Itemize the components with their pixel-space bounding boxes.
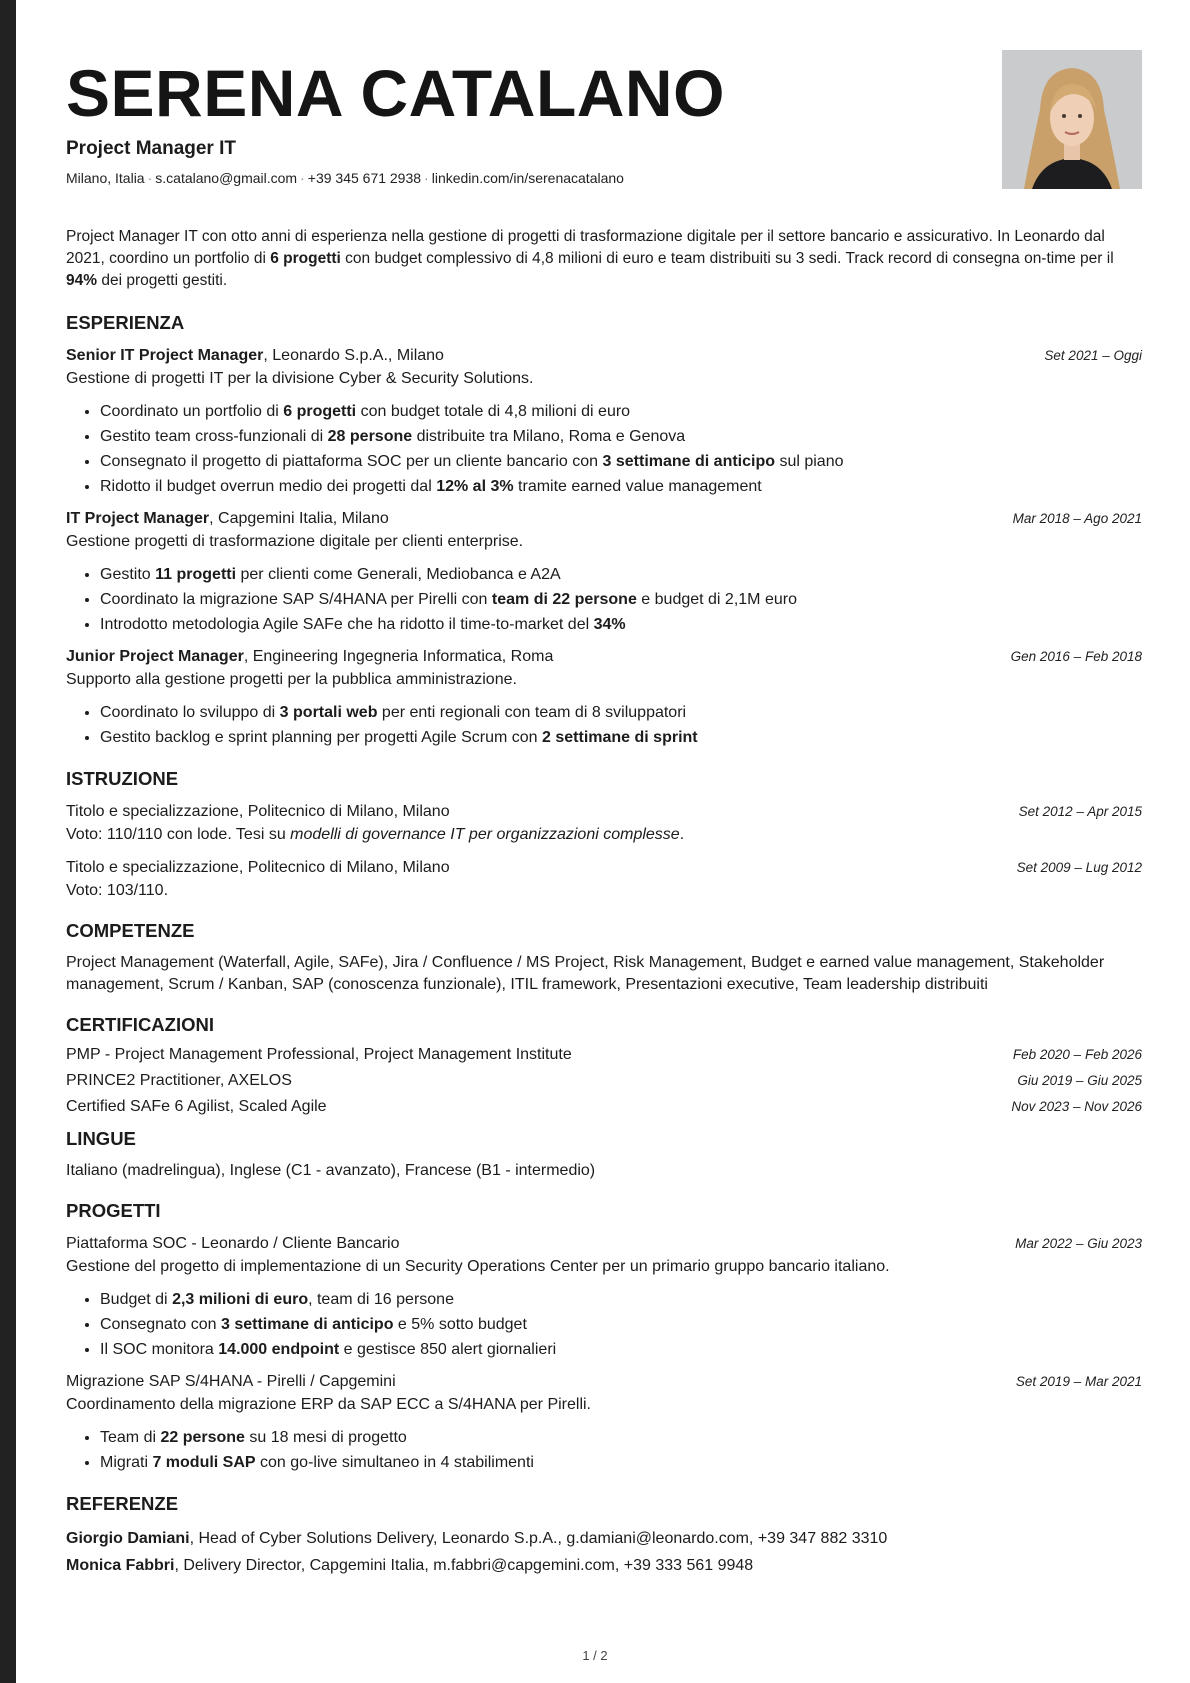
job-description: Gestione progetti di trasformazione digitale per clienti enterprise. — [66, 533, 524, 550]
job-title-line — [66, 645, 553, 668]
list-item: • Budget di 2,3 milioni di euro, team di 16 persone — [100, 1287, 1142, 1312]
project-date: Set 2019 – Mar 2021 — [1015, 1374, 1142, 1389]
candidate-name: SERENA CATALANO — [66, 56, 725, 130]
job-org: , Engineering Ingegneria Informatica, Roma — [243, 648, 554, 665]
list-item: • Migrati 7 moduli SAP con go-live simultaneo in 4 stabilimenti — [100, 1450, 1142, 1475]
list-item: • Ridotto il budget overrun medio dei progetti dal 12% al 3% tramite earned value management — [100, 474, 1142, 499]
project-description: Coordinamento della migrazione ERP da SAP ECC a S/4HANA per Pirelli. — [66, 1396, 591, 1413]
certification-date: Feb 2020 – Feb 2026 — [1012, 1047, 1142, 1062]
project-bullets — [66, 1287, 1142, 1362]
list-item: • Coordinato un portfolio di 6 progetti con budget totale di 4,8 milioni di euro — [100, 399, 1142, 424]
job-description: Gestione di progetti IT per la divisione Cyber & Security Solutions. — [66, 370, 534, 387]
section-title-experience: ESPERIENZA — [66, 312, 185, 333]
languages-text: Italiano (madrelingua), Inglese (C1 - avanzato), Francese (B1 - intermedio) — [66, 1162, 596, 1179]
education-date: Set 2009 – Lug 2012 — [1016, 860, 1142, 875]
job-bullets — [66, 399, 1142, 499]
certification-name: Certified SAFe 6 Agilist, Scaled Agile — [66, 1098, 327, 1115]
project-head: Piattaforma SOC - Leonardo / Cliente Bancario — [66, 1235, 400, 1252]
certification-name: PRINCE2 Practitioner, AXELOS — [66, 1072, 292, 1089]
education-head: Titolo e specializzazione, Politecnico di Milano, Milano — [66, 859, 450, 876]
section-title-references: REFERENZE — [66, 1493, 179, 1514]
certification-row — [66, 1042, 1142, 1068]
contact-email[interactable]: s.catalano@gmail.com — [155, 170, 298, 186]
education-description: Voto: 103/110. — [66, 882, 169, 899]
profile-summary — [66, 226, 1142, 292]
education-description: Voto: 110/110 con lode. Tesi su modelli di governance IT per organizzazioni complesse. — [66, 826, 685, 843]
list-item: • Consegnato con 3 settimane di anticipo e 5% sotto budget — [100, 1312, 1142, 1337]
job-org: , Leonardo S.p.A., Milano — [263, 347, 444, 364]
list-item: • Il SOC monitora 14.000 endpoint e gestisce 850 alert giornalieri — [100, 1337, 1142, 1362]
job-bullets — [66, 700, 1142, 750]
job-description: Supporto alla gestione progetti per la pubblica amministrazione. — [66, 671, 517, 688]
certification-date: Giu 2019 – Giu 2025 — [1017, 1073, 1142, 1088]
experience-entry — [66, 344, 1142, 499]
contact-separator: · — [424, 170, 429, 186]
job-org: , Capgemini Italia, Milano — [209, 510, 389, 527]
page-number: 1 / 2 — [582, 1648, 608, 1663]
project-date: Mar 2022 – Giu 2023 — [1015, 1236, 1142, 1251]
reference-name: Giorgio Damiani — [66, 1530, 190, 1547]
list-item: • Gestito team cross-funzionali di 28 persone distribuite tra Milano, Roma e Genova — [100, 424, 1142, 449]
education-entry — [66, 856, 1142, 902]
contact-separator: · — [147, 170, 153, 186]
contact-location: Milano, Italia — [66, 170, 145, 186]
reference-name: Monica Fabbri — [66, 1557, 175, 1574]
certification-row — [66, 1068, 1142, 1094]
project-bullets — [66, 1425, 1142, 1475]
list-item: • Coordinato lo sviluppo di 3 portali web per enti regionali con team di 8 sviluppatori — [100, 700, 1142, 725]
list-item: • Gestito 11 progetti per clienti come Generali, Mediobanca e A2A — [100, 562, 1142, 587]
list-item: • Gestito backlog e sprint planning per progetti Agile Scrum con 2 settimane di sprint — [100, 725, 1142, 750]
education-date: Set 2012 – Apr 2015 — [1018, 804, 1142, 819]
list-item: • Coordinato la migrazione SAP S/4HANA per Pirelli con team di 22 persone e budget di 2,1M euro — [100, 587, 1142, 612]
contact-phone[interactable]: +39 345 671 2938 — [307, 170, 422, 186]
summary-text: con budget complessivo di 4,8 milioni di euro e team distribuiti su 3 sedi. Track record di consegna on-time per il — [340, 250, 1114, 267]
profile-photo-illustration — [1002, 50, 1142, 189]
candidate-role: Project Manager IT — [66, 138, 236, 159]
contact-line — [66, 170, 1142, 186]
section-title-languages: LINGUE — [66, 1128, 136, 1149]
reference-row — [66, 1525, 1142, 1552]
experience-entry — [66, 507, 1142, 637]
summary-text: Project Manager IT con otto anni di esperienza nella gestione di progetti di trasformazione digitale per il settore bancario e assicurativo. In Leonardo dal 2021, coordino un portfolio di — [66, 228, 1105, 267]
project-head: Migrazione SAP S/4HANA - Pirelli / Capgemini — [66, 1373, 396, 1390]
contact-linkedin[interactable]: linkedin.com/in/serenacatalano — [431, 170, 624, 186]
certification-row — [66, 1094, 1142, 1120]
project-entry — [66, 1370, 1142, 1475]
list-item: • Introdotto metodologia Agile SAFe che ha ridotto il time-to-market del 34% — [100, 612, 1142, 637]
section-title-skills: COMPETENZE — [66, 920, 195, 941]
list-item: • Team di 22 persone su 18 mesi di progetto — [100, 1425, 1142, 1450]
experience-entry — [66, 645, 1142, 750]
contact-separator: · — [300, 170, 305, 186]
list-item: • Consegnato il progetto di piattaforma SOC per un cliente bancario con 3 settimane di anticipo sul piano — [100, 449, 1142, 474]
resume-page — [66, 40, 1142, 1579]
profile-photo — [1002, 50, 1142, 189]
certification-name: PMP - Project Management Professional, Project Management Institute — [66, 1046, 572, 1063]
job-title-line — [66, 344, 444, 367]
project-description: Gestione del progetto di implementazione di un Security Operations Center per un primario gruppo bancario italiano. — [66, 1258, 890, 1275]
education-head: Titolo e specializzazione, Politecnico di Milano, Milano — [66, 803, 450, 820]
section-title-certifications: CERTIFICAZIONI — [66, 1014, 214, 1035]
reference-details: , Head of Cyber Solutions Delivery, Leonardo S.p.A., g.damiani@leonardo.com, +39 347 882 3310 — [189, 1530, 888, 1547]
section-title-education: ISTRUZIONE — [66, 768, 179, 789]
job-role: Senior IT Project Manager — [66, 347, 264, 364]
skills-text: Project Management (Waterfall, Agile, SAFe), Jira / Confluence / MS Project, Risk Management, Budget e earned value management, Stakeholder management, Scrum / Kanban, SAP (conoscenza funzionale), ITIL framework, Presentazioni executive, Team leadership distribuiti — [66, 954, 1105, 993]
education-entry — [66, 800, 1142, 846]
job-role: Junior Project Manager — [66, 648, 244, 665]
summary-highlight: 6 progetti — [270, 250, 341, 267]
project-entry — [66, 1232, 1142, 1362]
summary-highlight: 94% — [66, 272, 98, 289]
left-edge-bar — [0, 0, 16, 1683]
summary-text: dei progetti gestiti. — [97, 272, 228, 289]
reference-row — [66, 1552, 1142, 1579]
job-date: Gen 2016 – Feb 2018 — [1010, 649, 1142, 664]
section-title-projects: PROGETTI — [66, 1200, 161, 1221]
certification-date: Nov 2023 – Nov 2026 — [1011, 1099, 1142, 1114]
reference-details: , Delivery Director, Capgemini Italia, m.fabbri@capgemini.com, +39 333 561 9948 — [174, 1557, 754, 1574]
job-date: Set 2021 – Oggi — [1044, 348, 1142, 363]
job-role: IT Project Manager — [66, 510, 210, 527]
job-title-line — [66, 507, 389, 530]
job-bullets — [66, 562, 1142, 637]
job-date: Mar 2018 – Ago 2021 — [1012, 511, 1142, 526]
